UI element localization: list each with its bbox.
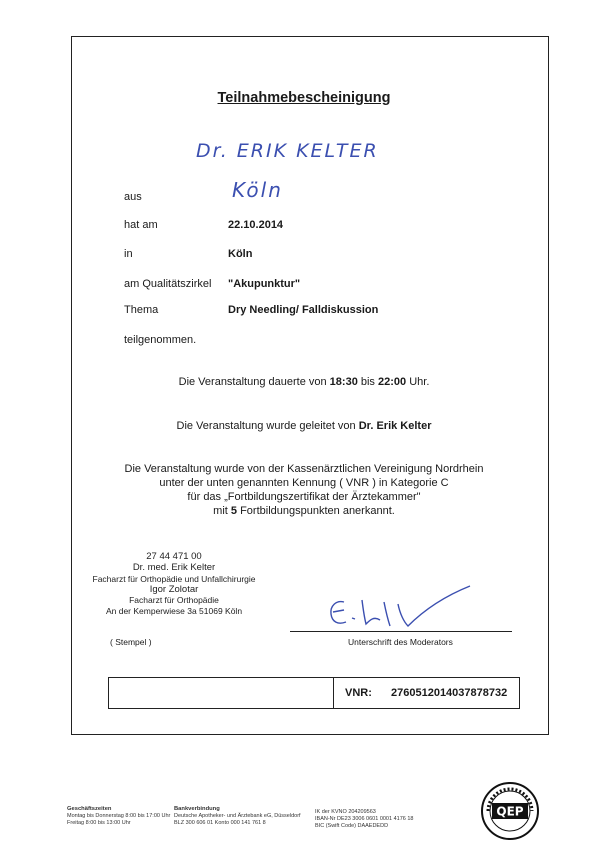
accreditation-points-suffix: Fortbildungspunkten anerkannt.	[237, 505, 395, 517]
stamp-line: Facharzt für Orthopädie und Unfallchirurgie	[92, 573, 256, 584]
accreditation-line-4	[0, 505, 608, 517]
footer-id-line: BIC (Swift Code) DAAEDEDD	[315, 822, 389, 829]
duration-suffix: Uhr.	[406, 376, 430, 388]
field-label-topic: Thema	[124, 304, 159, 316]
accreditation-line-1: Die Veranstaltung wurde von der Kassenärztlichen Vereinigung Nordrhein	[124, 463, 484, 475]
qep-logo-text: QEP	[496, 804, 524, 819]
field-label-location: in	[124, 248, 133, 260]
footer-hours-title: Geschäftszeiten	[67, 806, 112, 812]
qep-seal-logo	[480, 781, 540, 841]
accreditation-line-3: für das „Fortbildungszertifikat der Ärztekammer"	[187, 491, 421, 503]
led-by-prefix: Die Veranstaltung wurde geleitet von	[176, 420, 359, 432]
accreditation-points-prefix: mit	[213, 505, 231, 517]
footer-id-line: IK der KVNO 204209563	[315, 809, 376, 815]
vnr-box	[108, 677, 520, 709]
field-value-quality-circle: "Akupunktur"	[228, 278, 301, 290]
stamp-line: An der Kemperwiese 3a 51069 Köln	[105, 605, 243, 616]
stamp-label: ( Stempel )	[110, 637, 152, 647]
footer-id-line: IBAN-Nr DE23 3006 0601 0001 4176 18	[315, 815, 414, 822]
moderator-signature	[300, 580, 480, 632]
page-title: Teilnahmebescheinigung	[217, 90, 391, 106]
participated-text: teilgenommen.	[124, 334, 197, 346]
duration-prefix: Die Veranstaltung dauerte von	[178, 376, 330, 388]
participant-name-handwritten: Dr. ERIK KELTER	[196, 140, 379, 162]
field-value-aus-handwritten: Köln	[232, 178, 283, 202]
stamp-line: Facharzt für Orthopädie	[129, 595, 219, 606]
led-by-sentence	[0, 420, 608, 432]
footer-hours	[67, 806, 170, 827]
duration-sentence	[0, 376, 608, 388]
stamp-block	[74, 551, 274, 616]
duration-to: 22:00	[378, 376, 407, 388]
duration-from: 18:30	[329, 376, 358, 388]
vnr-label: VNR:	[345, 687, 372, 699]
vnr-divider	[333, 678, 334, 708]
signature-line	[290, 631, 512, 632]
field-value-topic: Dry Needling/ Falldiskussion	[228, 304, 379, 316]
field-label-aus: aus	[124, 191, 142, 203]
footer-bank-title: Bankverbindung	[174, 806, 220, 812]
accreditation-points: 5	[230, 505, 238, 517]
footer-bank-line: Deutsche Apotheker- und Ärztebank eG, Düsseldorf	[174, 813, 301, 820]
led-by-name: Dr. Erik Kelter	[358, 420, 432, 432]
field-label-date: hat am	[124, 219, 158, 231]
footer-bank	[174, 806, 301, 827]
footer-hours-line: Montag bis Donnerstag 8:00 bis 17:00 Uhr	[67, 813, 171, 820]
field-label-quality-circle: am Qualitätszirkel	[124, 278, 212, 290]
footer-bank-line: BLZ 300 606 01 Konto 000 141 761 8	[174, 820, 266, 827]
field-value-date: 22.10.2014	[228, 219, 284, 231]
duration-mid: bis	[357, 376, 378, 388]
accreditation-line-2: unter der unten genannten Kennung ( VNR ) in Kategorie C	[159, 477, 449, 489]
field-value-location: Köln	[228, 248, 253, 260]
vnr-value: 2760512014037878732	[391, 687, 508, 699]
stamp-line: Dr. med. Erik Kelter	[132, 562, 216, 574]
signature-label: Unterschrift des Moderators	[348, 637, 453, 647]
stamp-line: Igor Zolotar	[149, 583, 199, 595]
footer-hours-line: Freitag 8:00 bis 13:00 Uhr	[67, 820, 131, 827]
stamp-line: 27 44 471 00	[146, 551, 202, 562]
footer-ids	[315, 809, 413, 830]
